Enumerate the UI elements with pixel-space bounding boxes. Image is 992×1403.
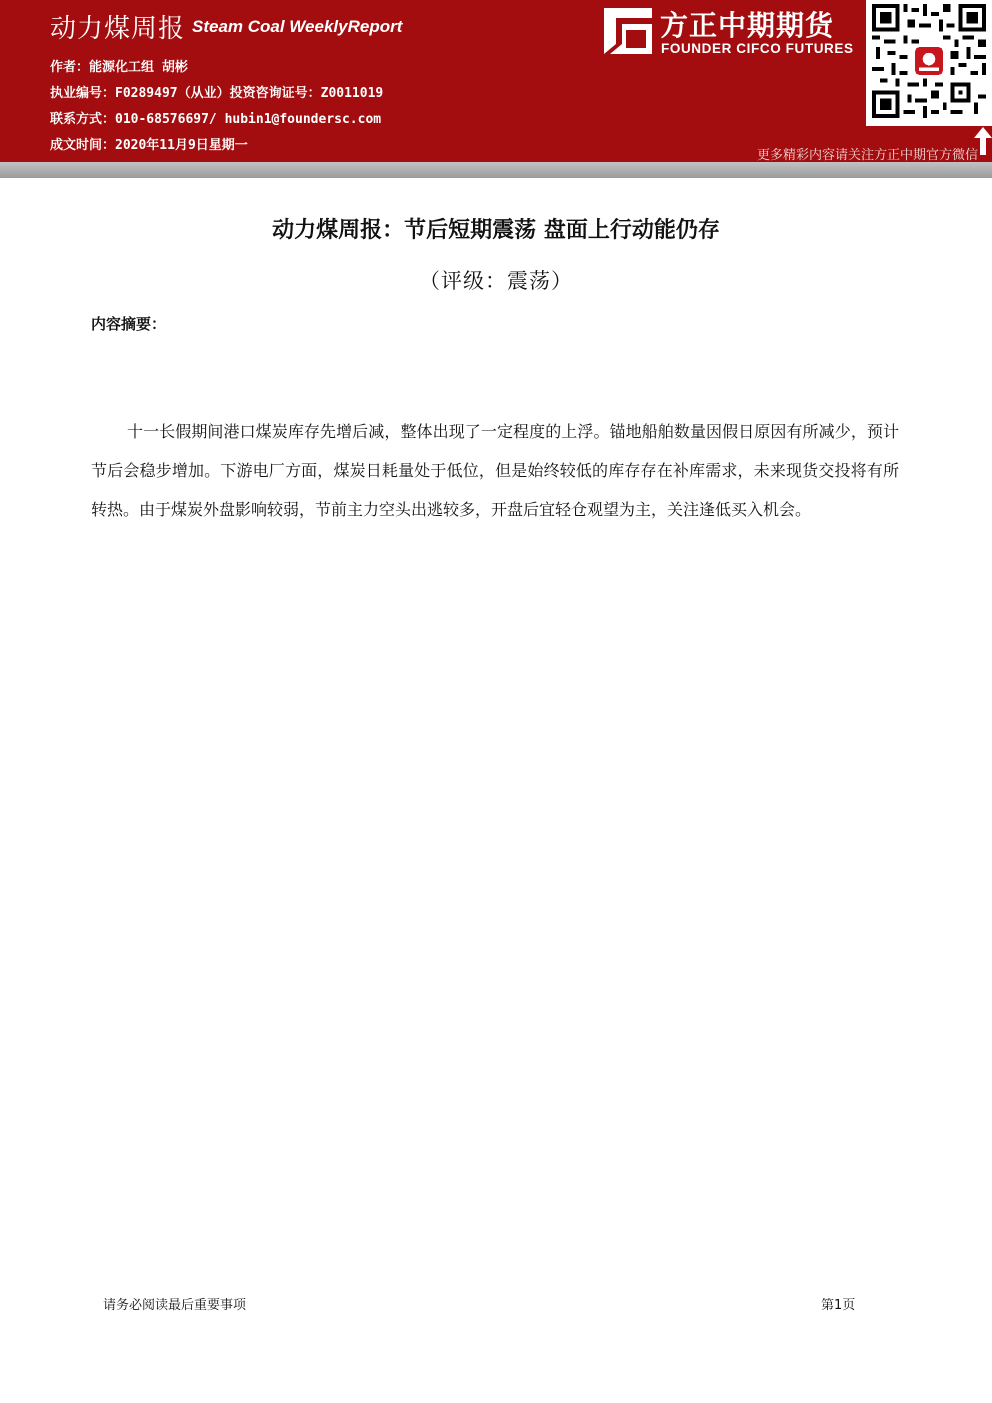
date-line: 成文时间：2020年11月9日星期一	[50, 138, 248, 153]
header-divider-band	[0, 162, 992, 178]
report-series-title: 动力煤周报	[50, 14, 186, 44]
summary-label: 内容摘要：	[91, 315, 167, 333]
brand-name-cn: 方正中期期货	[660, 9, 835, 42]
report-rating: （评级：震荡）	[419, 269, 573, 293]
page-number: 第1页	[821, 1298, 856, 1313]
qr-code-icon	[866, 0, 992, 126]
report-series-title-en: Steam Coal WeeklyReport	[192, 17, 403, 36]
contact-line: 联系方式：010-68576697/ hubin1@foundersc.com	[50, 112, 382, 127]
footer-disclaimer: 请务必阅读最后重要事项	[103, 1298, 247, 1313]
follow-wechat-text: 更多精彩内容请关注方正中期官方微信	[756, 148, 978, 163]
author-line: 作者：能源化工组 胡彬	[50, 60, 188, 75]
report-title: 动力煤周报：节后短期震荡 盘面上行动能仍存	[272, 218, 720, 243]
license-line: 执业编号：F0289497（从业）投资咨询证号：Z0011019	[50, 86, 384, 101]
founder-logo-icon	[604, 8, 652, 54]
brand-name-en: FOUNDER CIFCO FUTURES	[661, 41, 854, 56]
summary-paragraph: 十一长假期间港口煤炭库存先增后减，整体出现了一定程度的上浮。锚地船舶数量因假日原因有所减少，预计节后会稳步增加。下游电厂方面，煤炭日耗量处于低位，但是始终较低的库存存在补库需求，未来现货交投将有所转热。由于煤炭外盘影响较弱，节前主力空头出逃较多，开盘后宜轻仓观望为主，关注逢低买入机会。	[91, 422, 899, 519]
